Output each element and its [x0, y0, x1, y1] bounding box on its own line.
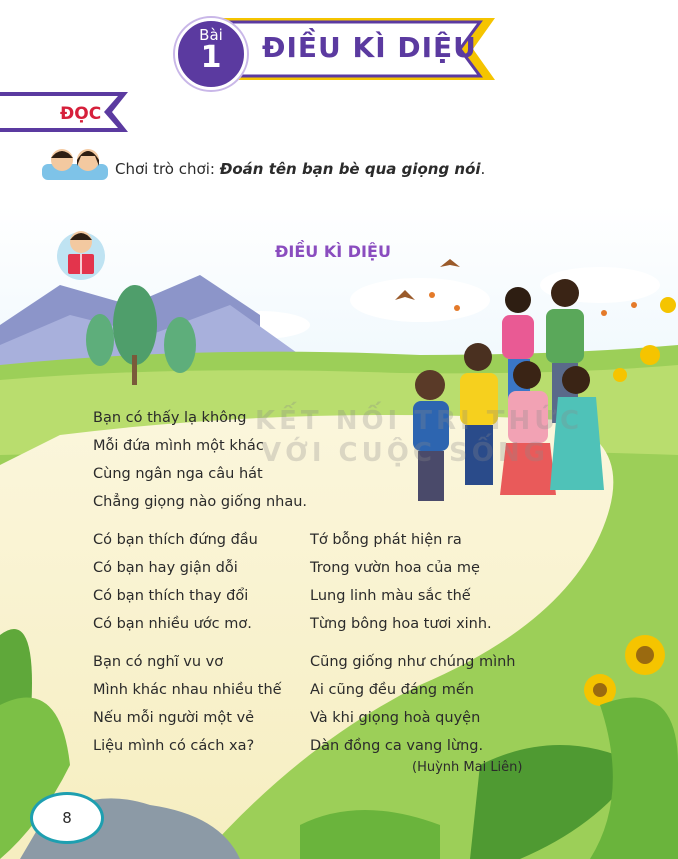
poem-line: Có bạn thích đứng đầu — [93, 532, 258, 548]
poem-line: Và khi giọng hoà quyện — [310, 710, 481, 726]
lesson-title: ĐIỀU KÌ DIỆU — [262, 31, 477, 64]
poem-line: Có bạn nhiều ước mơ. — [93, 616, 252, 632]
poem-line: Cùng ngân nga câu hát — [93, 466, 263, 482]
watermark — [255, 405, 583, 469]
activity-game-name: Đoán tên bạn bè qua giọng nói — [219, 160, 481, 178]
poem-line: Từng bông hoa tươi xinh. — [310, 616, 492, 632]
poem-line: Nếu mỗi người một vẻ — [93, 710, 255, 726]
activity-instruction — [115, 160, 485, 178]
lesson-word: Bài — [199, 26, 223, 44]
poem-line: Bạn có nghĩ vu vơ — [93, 654, 224, 670]
poem-line: Ai cũng đều đáng mến — [310, 682, 474, 698]
activity-suffix: . — [480, 160, 486, 178]
poem-line: Có bạn thích thay đổi — [93, 588, 249, 604]
section-label: ĐỌC — [60, 104, 102, 124]
poem-line: Mỗi đứa mình một khác — [93, 438, 264, 454]
poem-line: Cũng giống như chúng mình — [310, 654, 516, 670]
watermark-line-2: VỚI CUỘC SỐNG — [261, 438, 549, 468]
lesson-number-badge — [175, 18, 247, 90]
poem-line: Lung linh màu sắc thế — [310, 588, 471, 604]
poem-line: Mình khác nhau nhiều thế — [93, 682, 282, 698]
activity-prefix: Chơi trò chơi: — [115, 160, 220, 178]
poem-line: Bạn có thấy lạ không — [93, 410, 247, 426]
poem-line: Dàn đồng ca vang lừng. — [310, 738, 484, 754]
watermark-line-1: KẾT NỐI TRI THỨC — [255, 406, 584, 436]
poem-author: (Huỳnh Mai Liên) — [412, 760, 523, 775]
poem-line: Trong vườn hoa của mẹ — [310, 560, 480, 576]
poem-line: Liệu mình có cách xa? — [93, 738, 255, 754]
kids-icon — [42, 146, 108, 180]
poem-line: Có bạn hay giận dỗi — [93, 560, 238, 576]
poem-line: Chẳng giọng nào giống nhau. — [93, 494, 308, 510]
page-number: 8 — [30, 792, 104, 844]
lesson-number: 1 — [200, 40, 222, 75]
poem-title: ĐIỀU KÌ DIỆU — [275, 242, 391, 261]
poem-line: Tớ bỗng phát hiện ra — [310, 532, 462, 548]
reading-icon — [56, 226, 106, 280]
